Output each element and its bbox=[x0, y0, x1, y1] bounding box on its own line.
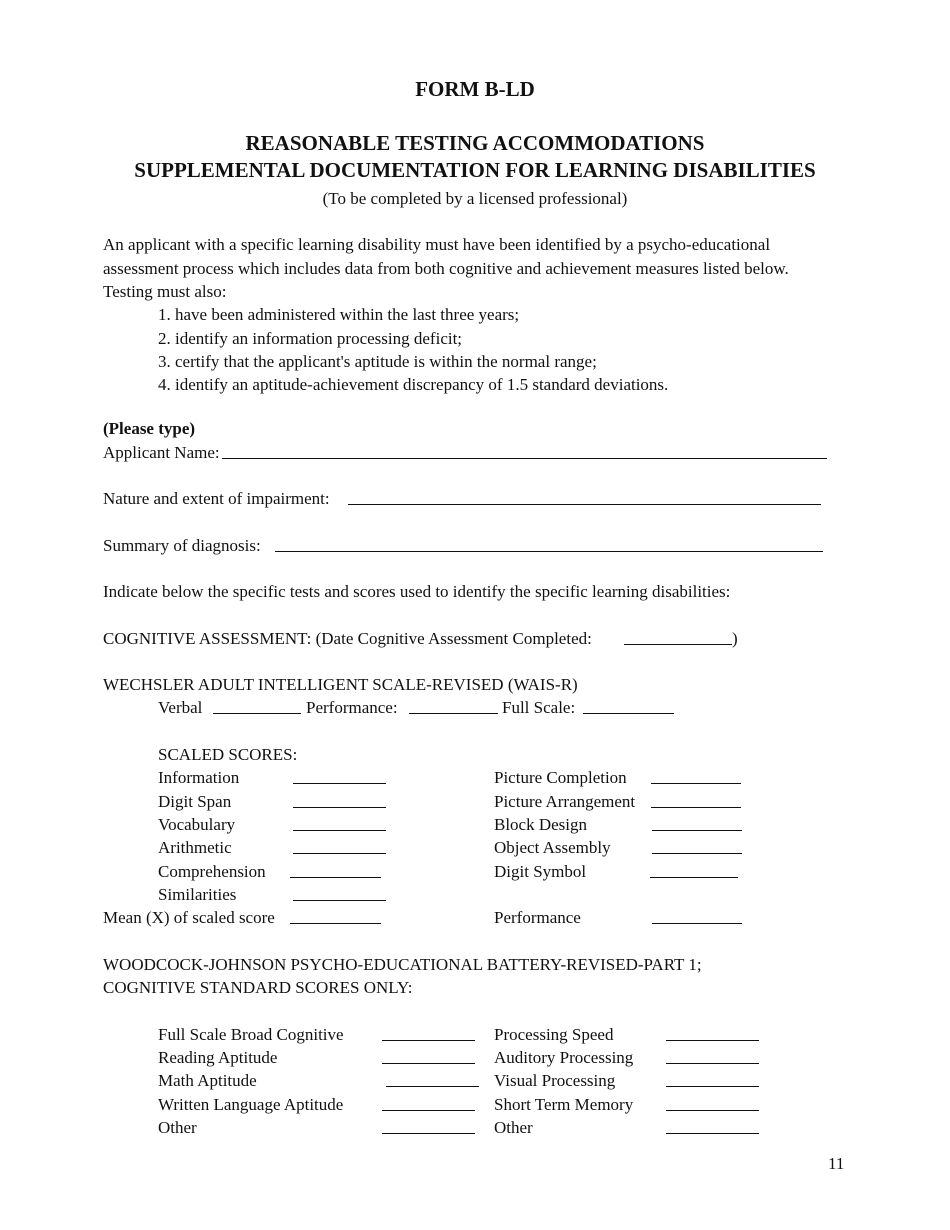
wj-score-label: Processing Speed bbox=[494, 1025, 614, 1044]
wj-score-field[interactable] bbox=[666, 1024, 759, 1041]
scaled-score-field[interactable] bbox=[293, 884, 386, 901]
wj-score-field[interactable] bbox=[666, 1117, 759, 1134]
wj-score-field[interactable] bbox=[382, 1047, 475, 1064]
subtitle: (To be completed by a licensed professional) bbox=[322, 189, 628, 208]
performance-row-field[interactable] bbox=[652, 907, 742, 924]
wais-verbal-label: Verbal bbox=[158, 698, 203, 717]
scaled-score-label: Arithmetic bbox=[158, 838, 232, 857]
scaled-score-label: Digit Span bbox=[158, 792, 232, 811]
intro-line-1: An applicant with a specific learning disability must have been identified by a psycho-educational bbox=[103, 235, 771, 254]
applicant-name-label: Applicant Name: bbox=[103, 443, 220, 462]
wais-full-scale-label: Full Scale: bbox=[502, 698, 576, 717]
scaled-score-field[interactable] bbox=[652, 814, 742, 831]
wj-score-field[interactable] bbox=[666, 1094, 759, 1111]
form-id: FORM B-LD bbox=[415, 77, 535, 101]
title-line-2: SUPPLEMENTAL DOCUMENTATION FOR LEARNING DISABILITIES bbox=[134, 158, 816, 182]
wj-score-field[interactable] bbox=[382, 1094, 475, 1111]
wj-score-label: Reading Aptitude bbox=[158, 1048, 278, 1067]
scaled-score-label: Comprehension bbox=[158, 862, 266, 881]
woodcock-title-line-2: COGNITIVE STANDARD SCORES ONLY: bbox=[103, 978, 413, 997]
wj-score-field[interactable] bbox=[666, 1070, 759, 1087]
scaled-score-field[interactable] bbox=[293, 791, 386, 808]
wj-score-label: Visual Processing bbox=[494, 1071, 616, 1090]
performance-row-label: Performance bbox=[494, 908, 581, 927]
impairment-label: Nature and extent of impairment: bbox=[103, 489, 330, 508]
mean-scaled-score-label: Mean (X) of scaled score bbox=[103, 908, 275, 927]
scaled-score-label: Digit Symbol bbox=[494, 862, 587, 881]
woodcock-title-line-1: WOODCOCK-JOHNSON PSYCHO-EDUCATIONAL BATTERY-REVISED-PART 1; bbox=[103, 955, 702, 974]
indicate-instruction: Indicate below the specific tests and scores used to identify the specific learning disabilities: bbox=[103, 582, 731, 601]
requirement-item: 3. certify that the applicant's aptitude is within the normal range; bbox=[158, 352, 597, 371]
wj-score-field[interactable] bbox=[382, 1024, 475, 1041]
wais-performance-field[interactable] bbox=[409, 697, 498, 714]
cognitive-assessment-label: COGNITIVE ASSESSMENT: (Date Cognitive Assessment Completed: bbox=[103, 629, 592, 648]
wais-verbal-field[interactable] bbox=[213, 697, 301, 714]
wais-title: WECHSLER ADULT INTELLIGENT SCALE-REVISED (WAIS-R) bbox=[103, 675, 578, 694]
scaled-score-label: Vocabulary bbox=[158, 815, 236, 834]
scaled-score-field[interactable] bbox=[650, 861, 738, 878]
scaled-score-label: Object Assembly bbox=[494, 838, 611, 857]
scaled-score-field[interactable] bbox=[651, 767, 741, 784]
scaled-score-field[interactable] bbox=[652, 837, 742, 854]
impairment-field[interactable] bbox=[348, 488, 821, 505]
title-line-1: REASONABLE TESTING ACCOMMODATIONS bbox=[245, 131, 705, 155]
scaled-score-label: Picture Completion bbox=[494, 768, 627, 787]
scaled-score-field[interactable] bbox=[293, 837, 386, 854]
page-number: 11 bbox=[828, 1154, 845, 1173]
cognitive-assessment-close: ) bbox=[732, 629, 738, 648]
scaled-score-field[interactable] bbox=[290, 861, 381, 878]
intro-line-3: Testing must also: bbox=[103, 282, 227, 301]
requirement-item: 4. identify an aptitude-achievement discrepancy of 1.5 standard deviations. bbox=[158, 375, 669, 394]
scaled-score-field[interactable] bbox=[293, 814, 386, 831]
wj-score-field[interactable] bbox=[386, 1070, 479, 1087]
applicant-name-field[interactable] bbox=[222, 442, 827, 459]
scaled-score-field[interactable] bbox=[293, 767, 386, 784]
wj-score-label: Short Term Memory bbox=[494, 1095, 634, 1114]
wj-score-label: Other bbox=[494, 1118, 533, 1137]
diagnosis-label: Summary of diagnosis: bbox=[103, 536, 261, 555]
requirement-item: 1. have been administered within the last three years; bbox=[158, 305, 520, 324]
please-type-note: (Please type) bbox=[103, 419, 196, 438]
wj-score-label: Written Language Aptitude bbox=[158, 1095, 344, 1114]
wj-score-label: Auditory Processing bbox=[494, 1048, 634, 1067]
wj-score-label: Other bbox=[158, 1118, 197, 1137]
cognitive-date-field[interactable] bbox=[624, 628, 732, 645]
wj-score-field[interactable] bbox=[666, 1047, 759, 1064]
requirement-item: 2. identify an information processing deficit; bbox=[158, 329, 463, 348]
wais-performance-label: Performance: bbox=[306, 698, 398, 717]
wj-score-label: Math Aptitude bbox=[158, 1071, 257, 1090]
mean-scaled-score-field[interactable] bbox=[290, 907, 381, 924]
wais-full-scale-field[interactable] bbox=[583, 697, 674, 714]
scaled-score-field[interactable] bbox=[651, 791, 741, 808]
intro-line-2: assessment process which includes data from both cognitive and achievement measures listed below. bbox=[103, 259, 789, 278]
scaled-score-label: Similarities bbox=[158, 885, 237, 904]
wj-score-field[interactable] bbox=[382, 1117, 475, 1134]
scaled-score-label: Picture Arrangement bbox=[494, 792, 636, 811]
scaled-score-label: Block Design bbox=[494, 815, 588, 834]
scaled-scores-title: SCALED SCORES: bbox=[158, 745, 298, 764]
wj-score-label: Full Scale Broad Cognitive bbox=[158, 1025, 344, 1044]
scaled-score-label: Information bbox=[158, 768, 240, 787]
diagnosis-field[interactable] bbox=[275, 535, 823, 552]
